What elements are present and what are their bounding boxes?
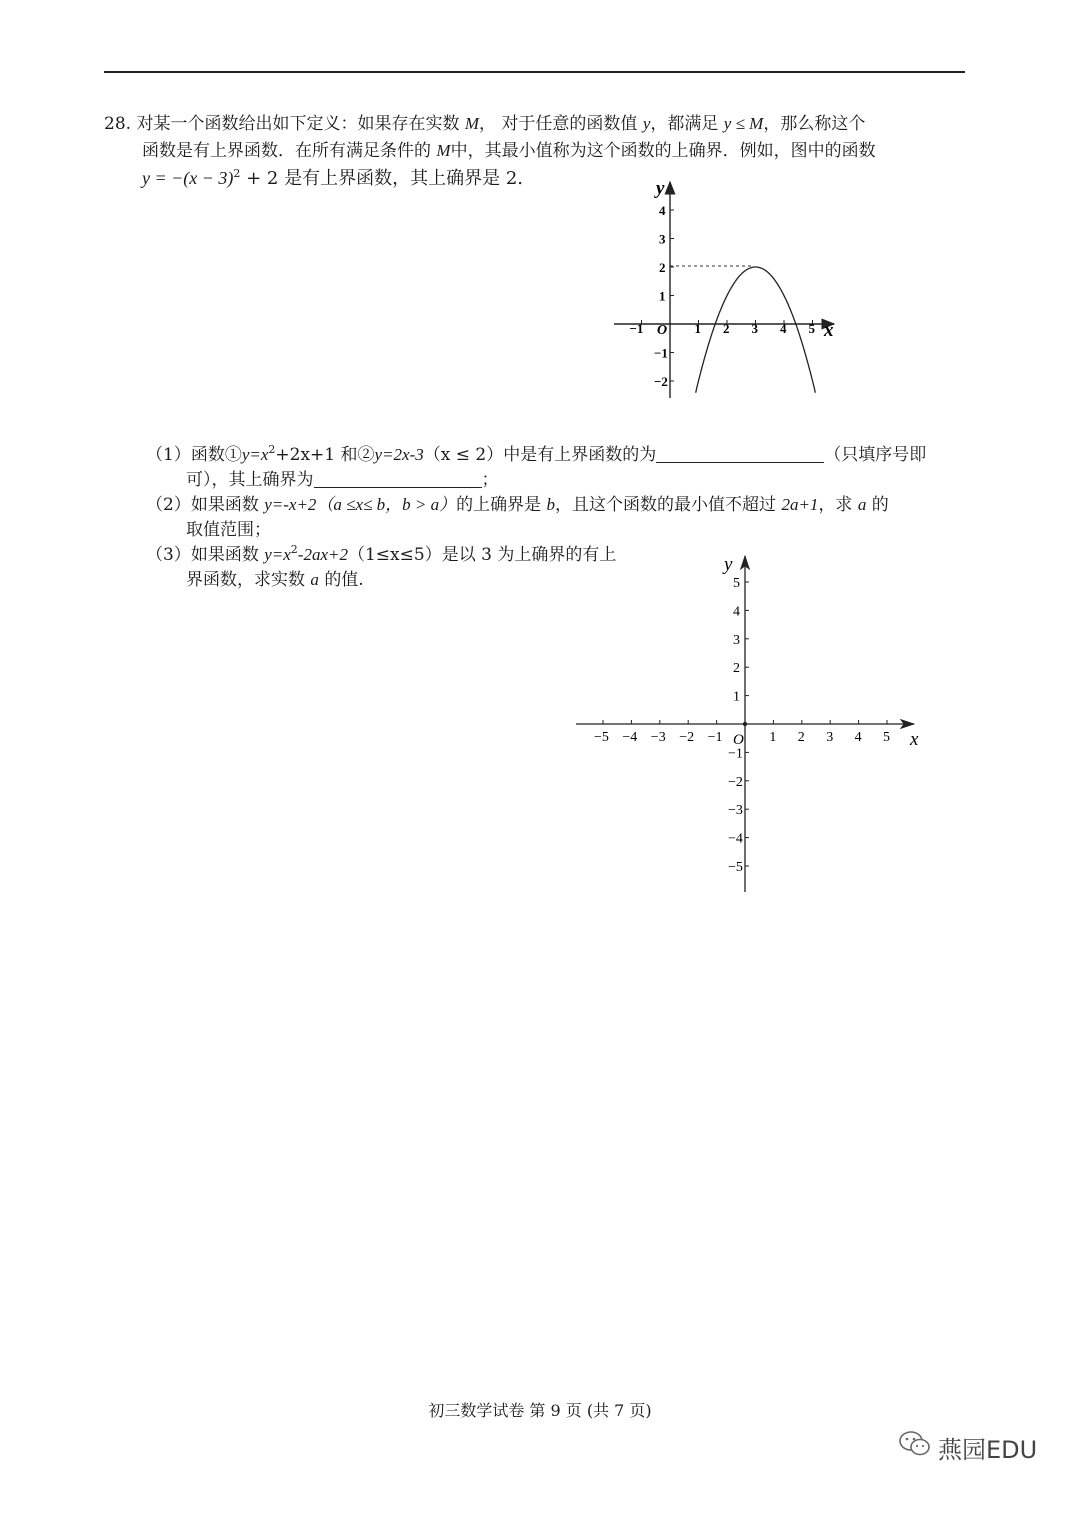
y-tick-label: −1 bbox=[728, 746, 743, 762]
blank-coordinate-graph bbox=[570, 548, 930, 898]
y-tick-label: −2 bbox=[654, 374, 668, 389]
x-tick-label: 1 bbox=[769, 730, 777, 745]
y-tick-label: −2 bbox=[728, 774, 743, 790]
q1-line-2: 可），其上确界为 ； bbox=[186, 470, 499, 490]
x-tick-label: −1 bbox=[629, 321, 644, 336]
x-tick-label: 5 bbox=[808, 321, 815, 336]
problem-line-2: 函数是有上界函数．在所有满足条件的 M中，其最小值称为这个函数的上确界．例如，图中的函数 bbox=[142, 141, 876, 161]
y-tick-label: 4 bbox=[733, 604, 740, 620]
x-tick-label: −5 bbox=[594, 730, 609, 745]
q3-line-1: （3）如果函数 $y=x^2-2ax+2(1\le x\le 5)$是以 3 为上确界的有上 bbox=[146, 543, 617, 565]
q3-line-2: 界函数，求实数 a 的值. bbox=[186, 570, 364, 590]
x-tick-label: 1 bbox=[694, 321, 701, 336]
y-tick-label: −5 bbox=[728, 860, 743, 875]
y-tick-label: 5 bbox=[733, 576, 740, 591]
answer-blank-1[interactable] bbox=[656, 444, 824, 463]
x-tick-label: 3 bbox=[751, 321, 758, 336]
graph1-x-label: x bbox=[824, 320, 834, 341]
watermark-text: 燕园EDU bbox=[938, 1436, 1038, 1464]
graph2-origin-label: O bbox=[733, 732, 744, 748]
y-tick-label: 1 bbox=[659, 288, 666, 304]
x-tick-label: 3 bbox=[826, 730, 834, 745]
y-tick-label: −4 bbox=[728, 831, 743, 847]
page-footer: 初三数学试卷 第 9 页 (共 7 页) bbox=[428, 1401, 652, 1420]
x-tick-label: 2 bbox=[797, 730, 805, 745]
x-tick-label: −3 bbox=[650, 730, 666, 745]
wechat-icon bbox=[898, 1429, 932, 1459]
q1-line-1: （1）函数$①y=x^2+2x+1$ 和②y=2x-3（x ≤ 2）中是有上界函数的为 （只填序号即 bbox=[146, 443, 927, 465]
graph1-origin-label: O bbox=[657, 323, 668, 338]
watermark bbox=[898, 1425, 1058, 1465]
origin-dot bbox=[743, 722, 747, 726]
graph2-x-label: x bbox=[910, 729, 919, 750]
graph2-y-label: y bbox=[724, 554, 733, 575]
x-tick-label: −4 bbox=[622, 730, 638, 745]
y-tick-label: 3 bbox=[659, 231, 666, 247]
q2-line-1: （2）如果函数 y=-x+2（a ≤x≤ b，b > a）的上确界是 b，且这个函数的最小值不超过 2a+1，求 a 的 bbox=[146, 495, 889, 515]
x-tick-label: 4 bbox=[780, 321, 787, 336]
problem-number: 28. bbox=[104, 114, 132, 134]
example-formula: y = −(x − 3) bbox=[142, 168, 234, 188]
x-tick-label: 5 bbox=[883, 730, 890, 745]
y-tick-label: −1 bbox=[654, 345, 668, 361]
y-tick-label: 2 bbox=[659, 260, 666, 275]
graph1-y-label: y bbox=[656, 178, 665, 199]
example-formula-line: $y = -(x - 3)^2 + 2$ 是有上界函数，其上确界是 2. bbox=[142, 167, 524, 189]
y-tick-label: 3 bbox=[733, 632, 740, 648]
problem-line-1: 28. 对某一个函数给出如下定义：如果存在实数 M， 对于任意的函数值 y，都满足 y ≤ M，那么称这个 bbox=[104, 114, 866, 134]
top-rule bbox=[104, 71, 965, 73]
y-tick-label: 1 bbox=[733, 689, 740, 705]
y-tick-label: 2 bbox=[733, 661, 740, 677]
y-tick-label: −3 bbox=[728, 803, 743, 819]
x-tick-label: 2 bbox=[723, 321, 730, 336]
x-tick-label: −2 bbox=[679, 730, 695, 745]
x-tick-label: 4 bbox=[854, 730, 862, 745]
q2-line-2: 取值范围； bbox=[186, 520, 271, 540]
parabola-graph bbox=[600, 176, 860, 406]
y-tick-label: 4 bbox=[659, 203, 666, 218]
x-tick-label: −1 bbox=[707, 730, 723, 745]
answer-blank-2[interactable] bbox=[314, 469, 482, 488]
